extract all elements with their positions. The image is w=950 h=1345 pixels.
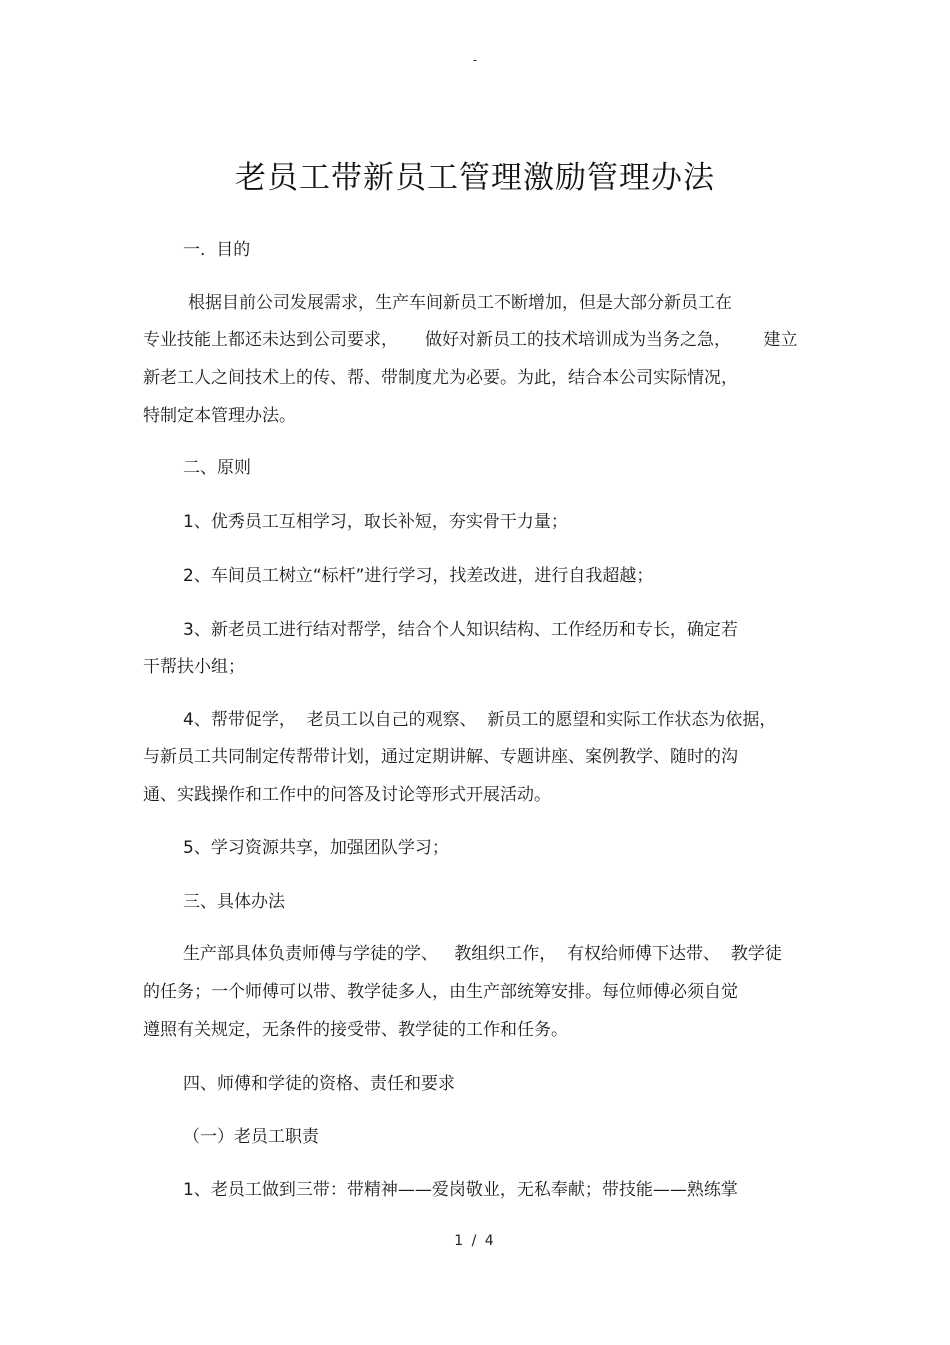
- document-title: 老员工带新员工管理激励管理办法: [235, 160, 715, 196]
- purpose-body-line: 专业技能上都还未达到公司要求， 做好对新员工的技术培训成为当务之急， 建立: [143, 330, 798, 350]
- principle-item-text: 5、学习资源共享，加强团队学习；: [183, 838, 449, 858]
- principle-item-text: 干帮扶小组；: [143, 657, 245, 677]
- principle-item-text: 3、新老员工进行结对帮学，结合个人知识结构、工作经历和专长，确定若: [183, 620, 738, 640]
- duty-item-text: 1、老员工做到三带：带精神——爱岗敬业，无私奉献；带技能——熟练掌: [183, 1180, 738, 1200]
- header-mark: -: [472, 53, 478, 67]
- method-body-line: 的任务；一个师傅可以带、教学徒多人，由生产部统筹安排。每位师傅必须自觉: [143, 982, 738, 1002]
- principle-item-text: 通、实践操作和工作中的问答及讨论等形式开展活动。: [143, 785, 551, 805]
- subsection-heading-text: （一）老员工职责: [183, 1127, 319, 1147]
- principle-item-text: 1、优秀员工互相学习，取长补短，夯实骨干力量；: [183, 512, 568, 532]
- principle-item-text: 与新员工共同制定传帮带计划，通过定期讲解、专题讲座、案例教学、随时的沟: [143, 747, 738, 767]
- principle-item-text: 4、帮带促学， 老员工以自己的观察、 新员工的愿望和实际工作状态为依据，: [183, 710, 777, 730]
- principle-item-text: 2、车间员工树立“标杆”进行学习，找差改进，进行自我超越；: [183, 566, 654, 586]
- purpose-body-line: 新老工人之间技术上的传、帮、带制度尤为必要。为此，结合本公司实际情况，: [143, 368, 738, 388]
- purpose-heading-text: 一. 目的: [183, 240, 251, 260]
- qualification-heading-text: 四、师傅和学徒的资格、责任和要求: [183, 1074, 455, 1094]
- method-body-line: 生产部具体负责师傅与学徒的学、 教组织工作， 有权给师傅下达带、 教学徒: [183, 944, 782, 964]
- method-body-line: 遵照有关规定，无条件的接受带、教学徒的工作和任务。: [143, 1020, 568, 1040]
- purpose-body-line: 根据目前公司发展需求，生产车间新员工不断增加，但是大部分新员工在: [188, 293, 732, 313]
- method-heading-text: 三、具体办法: [183, 892, 285, 912]
- page-number: 1 / 4: [454, 1233, 496, 1249]
- principle-heading-text: 二、原则: [183, 458, 251, 478]
- purpose-body-line: 特制定本管理办法。: [143, 406, 296, 426]
